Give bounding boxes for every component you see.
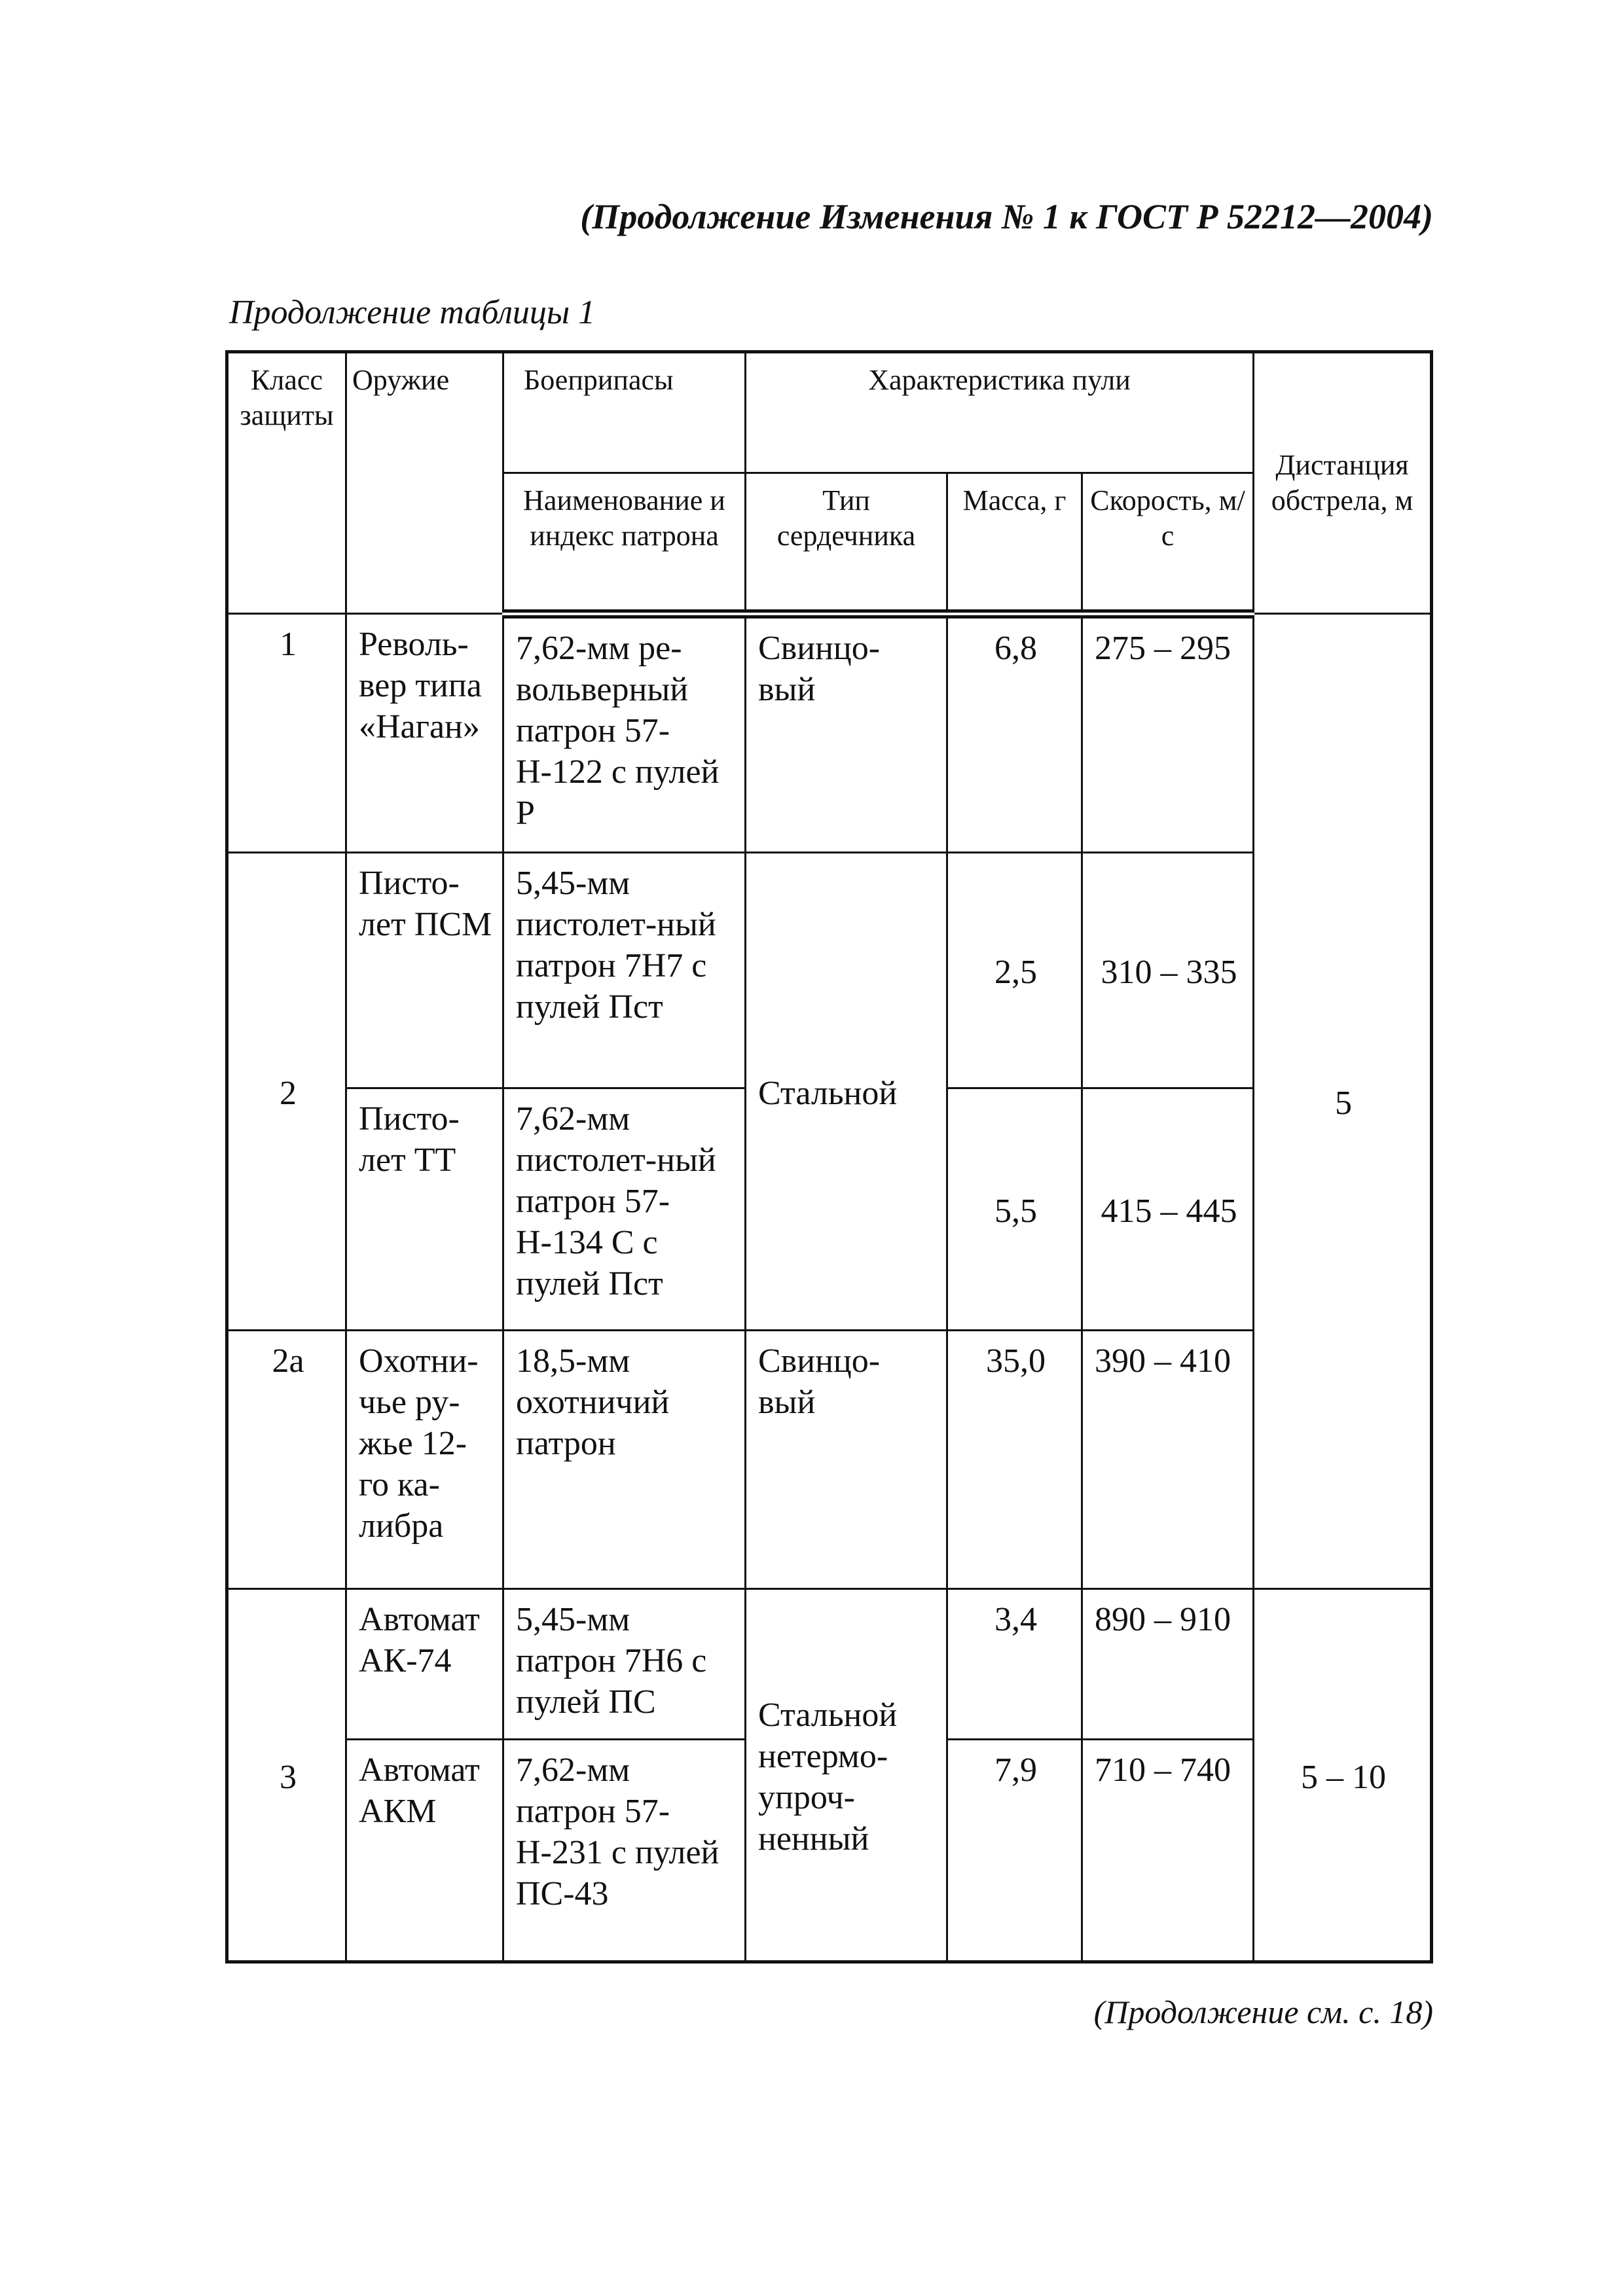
class-cell: 1	[227, 614, 346, 853]
header-weapon: Оружие	[346, 352, 503, 614]
header-core: Тип сердечника	[746, 473, 947, 614]
ammo-cell: 7,62-мм патрон 57-Н-231 с пулей ПС-43	[503, 1740, 746, 1962]
table-row	[227, 1589, 1432, 1740]
table-row	[227, 1331, 1432, 1589]
continuation-footer: (Продолжение см. с. 18)	[1093, 1994, 1433, 2030]
weapon-cell: Автомат АКМ	[346, 1740, 503, 1962]
mass-cell: 6,8	[947, 614, 1082, 853]
ballistic-protection-table	[225, 350, 1433, 1964]
speed-cell: 310 – 335	[1082, 853, 1254, 1088]
header-bullet: Характеристика пули	[746, 352, 1254, 473]
ammo-cell: 18,5-мм охотничий патрон	[503, 1331, 746, 1589]
table-row	[227, 614, 1432, 853]
table-row	[227, 853, 1432, 1088]
speed-cell: 275 – 295	[1082, 614, 1254, 853]
ammo-cell: 5,45-мм патрон 7Н6 с пулей ПС	[503, 1589, 746, 1740]
weapon-cell: Писто-лет ПСМ	[346, 853, 503, 1088]
header-class: Класс защиты	[227, 352, 346, 614]
weapon-cell: Автомат АК-74	[346, 1589, 503, 1740]
weapon-cell: Писто-лет ТТ	[346, 1088, 503, 1331]
class-cell: 3	[227, 1589, 346, 1962]
mass-cell: 7,9	[947, 1740, 1082, 1962]
class-cell: 2а	[227, 1331, 346, 1589]
header-distance: Дистанция обстрела, м	[1254, 352, 1432, 614]
core-cell: Стальной	[746, 853, 947, 1331]
mass-cell: 5,5	[947, 1088, 1082, 1331]
weapon-cell: Охотни-чье ру-жье 12-го ка-либра	[346, 1331, 503, 1589]
table-header-row	[227, 352, 1432, 473]
speed-cell: 415 – 445	[1082, 1088, 1254, 1331]
mass-cell: 2,5	[947, 853, 1082, 1088]
mass-cell: 35,0	[947, 1331, 1082, 1589]
speed-cell: 890 – 910	[1082, 1589, 1254, 1740]
ammo-cell: 7,62-мм ре-вольверный патрон 57-Н-122 с пулей Р	[503, 614, 746, 853]
distance-cell: 5	[1254, 614, 1432, 1589]
header-speed: Скорость, м/с	[1082, 473, 1254, 614]
page-title: (Продолжение Изменения № 1 к ГОСТ Р 52212—2004)	[580, 197, 1433, 236]
header-ammo: Боеприпасы	[503, 352, 746, 473]
speed-cell: 390 – 410	[1082, 1331, 1254, 1589]
mass-cell: 3,4	[947, 1589, 1082, 1740]
distance-cell: 5 – 10	[1254, 1589, 1432, 1962]
ammo-cell: 7,62-мм пистолет-ный патрон 57-Н-134 С с пулей Пст	[503, 1088, 746, 1331]
weapon-cell: Револь-вер типа «Наган»	[346, 614, 503, 853]
header-name: Наименование и индекс патрона	[503, 473, 746, 614]
header-mass: Масса, г	[947, 473, 1082, 614]
core-cell: Свинцо-вый	[746, 614, 947, 853]
core-cell: Стальной нетермо-упроч-ненный	[746, 1589, 947, 1962]
table-continuation-label: Продолжение таблицы 1	[229, 294, 596, 331]
ammo-cell: 5,45-мм пистолет-ный патрон 7Н7 с пулей Пст	[503, 853, 746, 1088]
speed-cell: 710 – 740	[1082, 1740, 1254, 1962]
core-cell: Свинцо-вый	[746, 1331, 947, 1589]
class-cell: 2	[227, 853, 346, 1331]
